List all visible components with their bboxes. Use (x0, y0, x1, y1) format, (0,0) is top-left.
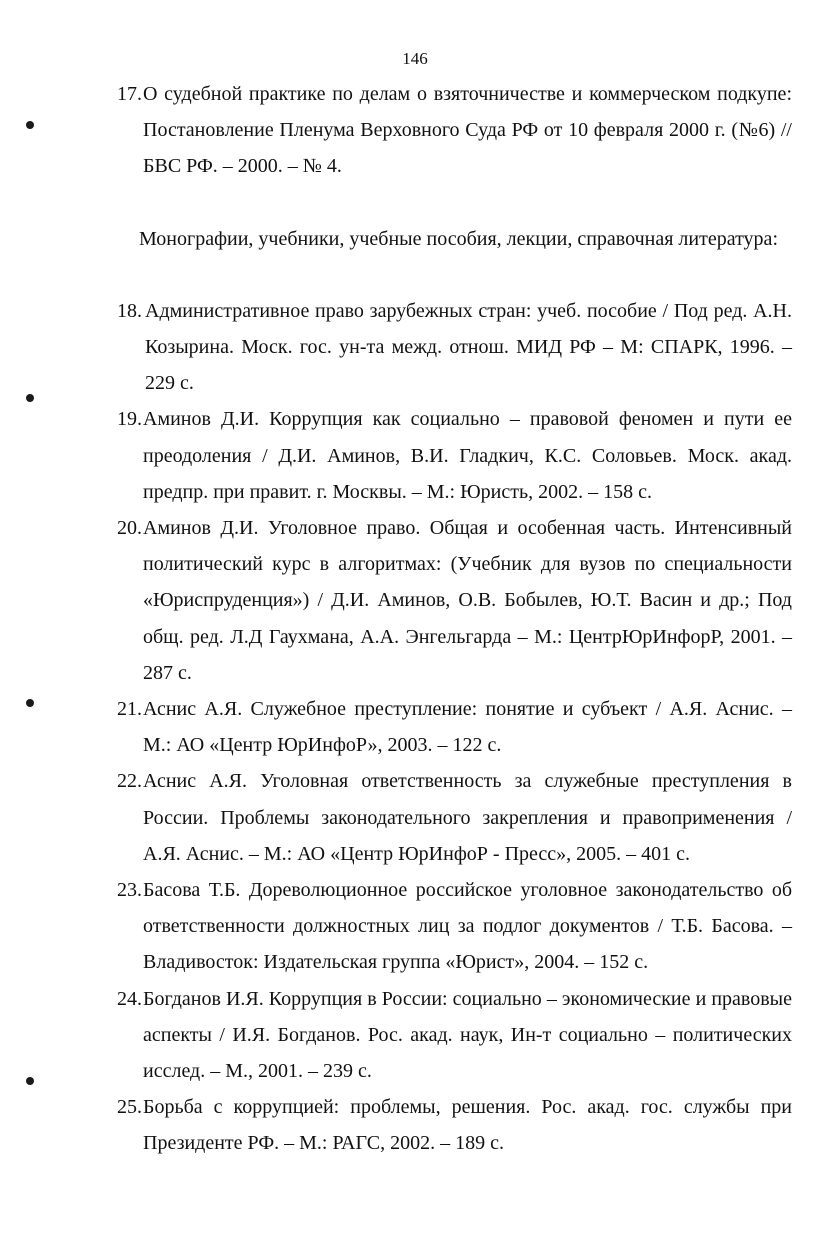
entry-text: Административное право зарубежных стран: учеб. пособие / Под ред. А.Н. Козырина. Моск. гос. ун-та межд. отнош. МИД РФ – М: СПАРК, 1996. – 229 с. (145, 299, 792, 395)
bibliography-entry (117, 872, 792, 981)
bibliography-entry (117, 401, 792, 510)
entry-number: 23. (117, 879, 142, 902)
bibliography-entry (117, 763, 792, 872)
entry-number: 17. (117, 83, 142, 105)
binding-hole-mark (26, 699, 34, 707)
entry-text: Аснис А.Я. Уголовная ответственность за служебные преступления в России. Проблемы законодательного закрепления и правоприменения / А.Я. Аснис. – М.: АО «Центр ЮрИнфоР - Пресс», 2005. – 401 с. (143, 770, 792, 865)
entry-text: Аминов Д.И. Уголовное право. Общая и особенная часть. Интенсивный политический курс в алгоритмах: (Учебник для вузов по специальности «Юриспруденция») / Д.И. Аминов, О.В. Бобылев, Ю.Т. Васин и др.; Под общ. ред. Л.Д Гаухмана, А.А. Энгельгарда – М.: ЦентрЮрИнфорР, 2001. – 287 с. (143, 517, 792, 684)
binding-hole-mark (26, 394, 34, 402)
entry-text: Басова Т.Б. Дореволюционное российское уголовное законодательство об ответственности должностных лиц за подлог документов / Т.Б. Басова. – Владивосток: Издательская группа «Юрист», 2004. – 152 с. (143, 879, 792, 974)
entry-text: Богданов И.Я. Коррупция в России: социально – экономические и правовые аспекты / И.Я. Богданов. Рос. акад. наук, Ин-т социально – политических исслед. – М., 2001. – 239 с. (143, 987, 792, 1083)
bibliography-entry (117, 691, 792, 763)
bibliography-entry (117, 76, 792, 185)
bibliography-entry (117, 510, 792, 691)
bibliography-entry (117, 981, 792, 1090)
bibliography-content (117, 76, 792, 1162)
bibliography-entry (117, 293, 792, 402)
entry-number: 18. (117, 299, 142, 322)
binding-hole-mark (26, 121, 34, 129)
entry-number: 25. (117, 1096, 142, 1119)
section-heading: Монографии, учебники, учебные пособия, лекции, справочная литература: (139, 227, 778, 250)
entry-number: 20. (117, 517, 142, 540)
page-number: 146 (402, 49, 428, 68)
entry-text: О судебной практике по делам о взяточничестве и коммерческом подкупе: Постановление Пленума Верховного Суда РФ от 10 февраля 2000 г. (№6) // БВС РФ. – 2000. – № 4. (143, 83, 792, 178)
entry-number: 22. (117, 770, 142, 793)
entry-number: 19. (117, 408, 142, 431)
entry-text: Аминов Д.И. Коррупция как социально – правовой феномен и пути ее преодоления / Д.И. Аминов, В.И. Гладкич, К.С. Соловьев. Моск. акад. предпр. при правит. г. Москвы. – М.: Юристь, 2002. – 158 с. (143, 408, 792, 503)
entry-number: 24. (117, 987, 142, 1010)
entry-text: Борьба с коррупцией: проблемы, решения. Рос. акад. гос. службы при Президенте РФ. – М.: РАГС, 2002. – 189 с. (143, 1096, 792, 1155)
bibliography-entry (117, 1089, 792, 1161)
binding-hole-mark (26, 1077, 34, 1085)
entry-number: 21. (117, 698, 142, 721)
entry-text: Аснис А.Я. Служебное преступление: понятие и субъект / А.Я. Аснис. – М.: АО «Центр ЮрИнфоР», 2003. – 122 с. (143, 698, 792, 757)
